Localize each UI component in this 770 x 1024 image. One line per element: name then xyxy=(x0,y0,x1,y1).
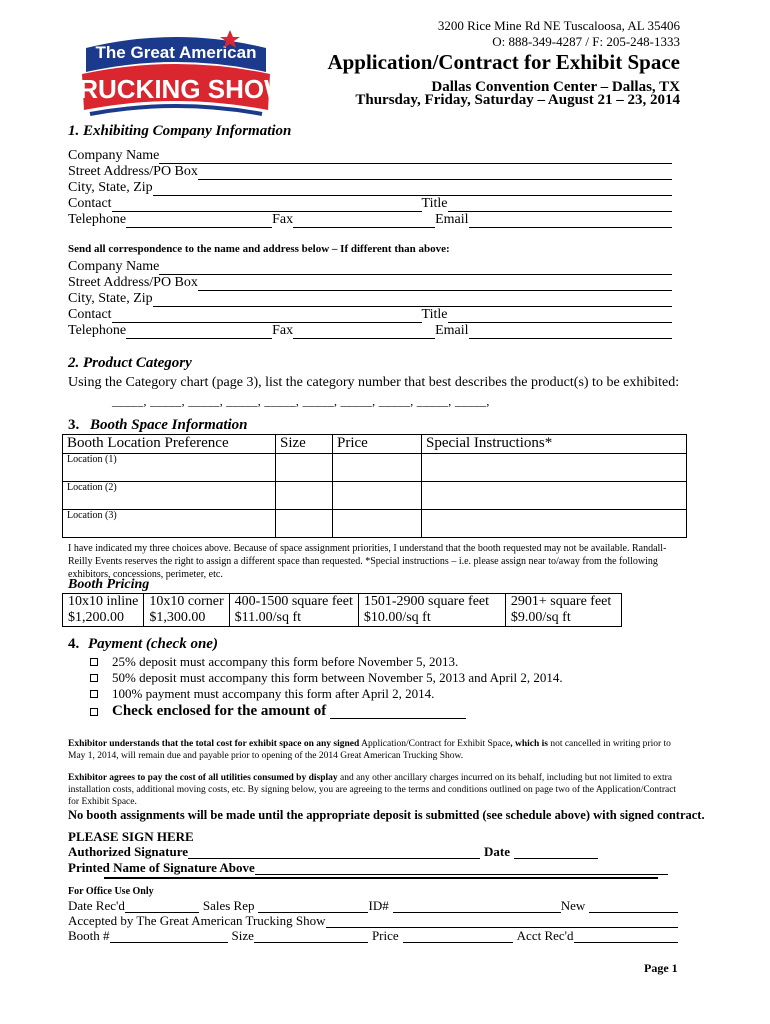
telephone-row-2 xyxy=(68,323,672,339)
terms-paragraph-3: No booth assignments will be made until the appropriate deposit is submitted (see schedule above) with signed contract. xyxy=(68,808,705,822)
address: 3200 Rice Mine Rd NE Tuscaloosa, AL 35406 xyxy=(437,18,680,33)
booth-table-header xyxy=(63,435,687,454)
sales-rep-field[interactable] xyxy=(258,901,368,913)
fax-label: Fax xyxy=(272,212,294,227)
price-cell[interactable] xyxy=(333,510,422,538)
telephone-label: Telephone xyxy=(68,212,127,227)
size-field[interactable] xyxy=(254,931,368,943)
company-name-label: Company Name xyxy=(68,148,160,163)
location-1[interactable]: Location (1) xyxy=(63,454,276,482)
price-cell[interactable] xyxy=(333,482,422,510)
booth-note: I have indicated my three choices above. Because of space assignment priorities, I understand that the booth requested may not be available. Randall-Reilly Events reserves the right to assign a different space than requested. *Special instructions – i.e. please assign near to/away from the following exhibitors, concessions, perimeter, etc. xyxy=(68,543,667,580)
payment-option-50[interactable] xyxy=(90,670,563,686)
booth-field[interactable] xyxy=(110,931,228,943)
svg-text:TRUCKING SHOW: TRUCKING SHOW xyxy=(63,74,289,104)
office-heading: For Office Use Only xyxy=(68,886,154,897)
page-number: Page 1 xyxy=(644,961,678,975)
company-name-row xyxy=(68,148,672,164)
office-row-2 xyxy=(68,913,678,928)
location-3[interactable]: Location (3) xyxy=(63,510,276,538)
section1-heading: 1. Exhibiting Company Information xyxy=(68,123,292,139)
telephone-field-2[interactable] xyxy=(126,326,272,339)
logo xyxy=(63,28,289,124)
size-cell[interactable] xyxy=(276,510,333,538)
date-field[interactable] xyxy=(514,847,598,859)
section4-number: 4. xyxy=(68,636,80,652)
email-label: Email xyxy=(435,323,469,338)
option-label: 50% deposit must accompany this form between November 5, 2013 and April 2, 2014. xyxy=(112,670,563,685)
signature-field[interactable] xyxy=(188,847,480,859)
location-2[interactable]: Location (2) xyxy=(63,482,276,510)
booth-label: Booth # xyxy=(68,928,110,943)
terms-paragraph-2: Exhibitor agrees to pay the cost of all utilities consumed by display and any other ancillary charges incurred on its behalf, including but not limited to extra installation costs, additional moving costs, etc. By signing below, you are agreeing to the terms and conditions outlined on page two of the Application/Contract for Exhibit Space. xyxy=(68,773,677,807)
please-sign: PLEASE SIGN HERE xyxy=(68,829,194,844)
company-name-field-2[interactable] xyxy=(159,262,672,275)
category-instructions: Using the Category chart (page 3), list the category number that best describes the product(s) to be exhibited: xyxy=(68,375,680,390)
price-label: Price xyxy=(371,928,399,943)
id-field[interactable] xyxy=(393,901,561,913)
street-row-2 xyxy=(68,275,672,291)
page-title: Application/Contract for Exhibit Space xyxy=(327,50,680,74)
payment-option-25[interactable] xyxy=(90,654,458,670)
fax-field-2[interactable] xyxy=(293,326,435,339)
contact-label: Contact xyxy=(68,307,112,322)
contact-row-2 xyxy=(68,307,672,323)
pricing-cell: 2901+ square feet $9.00/sq ft xyxy=(505,594,621,627)
new-label: New xyxy=(560,898,586,913)
accepted-label: Accepted by The Great American Trucking Show xyxy=(68,913,326,928)
street-field-2[interactable] xyxy=(198,278,672,291)
office-row-1 xyxy=(68,898,678,913)
checkbox[interactable] xyxy=(90,708,98,716)
option-label: 100% payment must accompany this form after April 2, 2014. xyxy=(112,686,435,701)
contact-label: Contact xyxy=(68,196,112,211)
telephone-row xyxy=(68,212,672,228)
col-special: Special Instructions* xyxy=(422,435,687,454)
new-field[interactable] xyxy=(589,901,678,913)
section3-heading: Booth Space Information xyxy=(90,417,248,433)
pricing-cell: 1501-2900 square feet $10.00/sq ft xyxy=(358,594,505,627)
table-row xyxy=(63,510,687,538)
date-recd-label: Date Rec'd xyxy=(68,898,125,913)
authorized-signature-row xyxy=(68,844,668,859)
divider xyxy=(104,877,658,879)
checkbox[interactable] xyxy=(90,690,98,698)
contact-field[interactable] xyxy=(112,199,422,212)
telephone-field[interactable] xyxy=(126,215,272,228)
option-label: 25% deposit must accompany this form before November 5, 2013. xyxy=(112,654,459,669)
title-label: Title xyxy=(421,307,448,322)
table-row xyxy=(63,482,687,510)
special-cell[interactable] xyxy=(422,482,687,510)
special-cell[interactable] xyxy=(422,454,687,482)
fax-field[interactable] xyxy=(293,215,435,228)
size-label: Size xyxy=(231,928,254,943)
venue: Dallas Convention Center – Dallas, TX xyxy=(431,79,680,95)
street-row xyxy=(68,164,672,180)
check-amount-field[interactable] xyxy=(330,705,466,719)
email-label: Email xyxy=(435,212,469,227)
price-field[interactable] xyxy=(403,931,513,943)
date-recd-field[interactable] xyxy=(125,901,199,913)
city-label: City, State, Zip xyxy=(68,180,153,195)
booth-table xyxy=(62,434,687,538)
email-field[interactable] xyxy=(469,215,672,228)
company-name-row-2 xyxy=(68,259,672,275)
payment-option-check[interactable] xyxy=(90,703,466,720)
dates: Thursday, Friday, Saturday – August 21 – 23, 2014 xyxy=(355,92,680,108)
payment-option-100[interactable] xyxy=(90,686,434,702)
col-size: Size xyxy=(276,435,333,454)
accepted-field[interactable] xyxy=(326,916,678,928)
checkbox[interactable] xyxy=(90,658,98,666)
col-price: Price xyxy=(333,435,422,454)
street-label: Street Address/PO Box xyxy=(68,164,198,179)
printed-label: Printed Name of Signature Above xyxy=(68,860,255,875)
table-row xyxy=(63,454,687,482)
authorized-label: Authorized Signature xyxy=(68,844,189,859)
fax-label: Fax xyxy=(272,323,294,338)
city-row xyxy=(68,180,672,196)
office-row-3 xyxy=(68,928,678,943)
printed-name-field[interactable] xyxy=(255,863,668,875)
date-label: Date xyxy=(484,844,511,859)
telephone-label: Telephone xyxy=(68,323,127,338)
city-row-2 xyxy=(68,291,672,307)
pricing-cell: 10x10 inline $1,200.00 xyxy=(63,594,144,627)
contact-field-2[interactable] xyxy=(112,310,422,323)
col-location: Booth Location Preference xyxy=(63,435,276,454)
special-cell[interactable] xyxy=(422,510,687,538)
svg-text:The Great American: The Great American xyxy=(95,43,257,62)
acct-field[interactable] xyxy=(574,931,679,943)
section2-heading: 2. Product Category xyxy=(68,355,192,371)
section3-number: 3. xyxy=(68,417,80,433)
pricing-row xyxy=(63,594,622,627)
contact-row xyxy=(68,196,672,212)
title-field[interactable] xyxy=(448,199,673,212)
printed-name-row xyxy=(68,860,668,875)
company-name-label: Company Name xyxy=(68,259,160,274)
sales-rep-label: Sales Rep xyxy=(202,898,255,913)
price-cell[interactable] xyxy=(333,454,422,482)
size-cell[interactable] xyxy=(276,482,333,510)
acct-label: Acct Rec'd xyxy=(516,928,574,943)
company-name-field[interactable] xyxy=(159,151,672,164)
id-label: ID# xyxy=(368,898,389,913)
checkbox[interactable] xyxy=(90,674,98,682)
pricing-cell: 10x10 corner $1,300.00 xyxy=(144,594,229,627)
street-label: Street Address/PO Box xyxy=(68,275,198,290)
phone: O: 888-349-4287 / F: 205-248-1333 xyxy=(492,34,680,49)
size-cell[interactable] xyxy=(276,454,333,482)
title-field-2[interactable] xyxy=(448,310,673,323)
pricing-table xyxy=(62,593,622,627)
street-field[interactable] xyxy=(198,167,672,180)
correspondence-note: Send all correspondence to the name and address below – If different than above: xyxy=(68,243,450,255)
city-field[interactable] xyxy=(153,183,672,196)
booth-pricing-heading: Booth Pricing xyxy=(68,577,150,592)
header-address xyxy=(438,18,680,50)
city-label: City, State, Zip xyxy=(68,291,153,306)
terms-paragraph-1: Exhibitor understands that the total cost for exhibit space on any signed Application/Contract for Exhibit Space, which is not cancelled in writing prior to May 1, 2014, will remain due and payable prior to opening of the 2014 Great American Trucking Show. xyxy=(68,739,671,761)
option-label: Check enclosed for the amount of xyxy=(112,703,327,719)
city-field-2[interactable] xyxy=(153,294,672,307)
section4-heading: Payment (check one) xyxy=(88,636,218,652)
category-blanks[interactable]: _____, _____, _____, _____, _____, _____, _____, _____, _____, _____, xyxy=(112,394,490,408)
email-field-2[interactable] xyxy=(469,326,672,339)
title-label: Title xyxy=(421,196,448,211)
pricing-cell: 400-1500 square feet $11.00/sq ft xyxy=(229,594,358,627)
